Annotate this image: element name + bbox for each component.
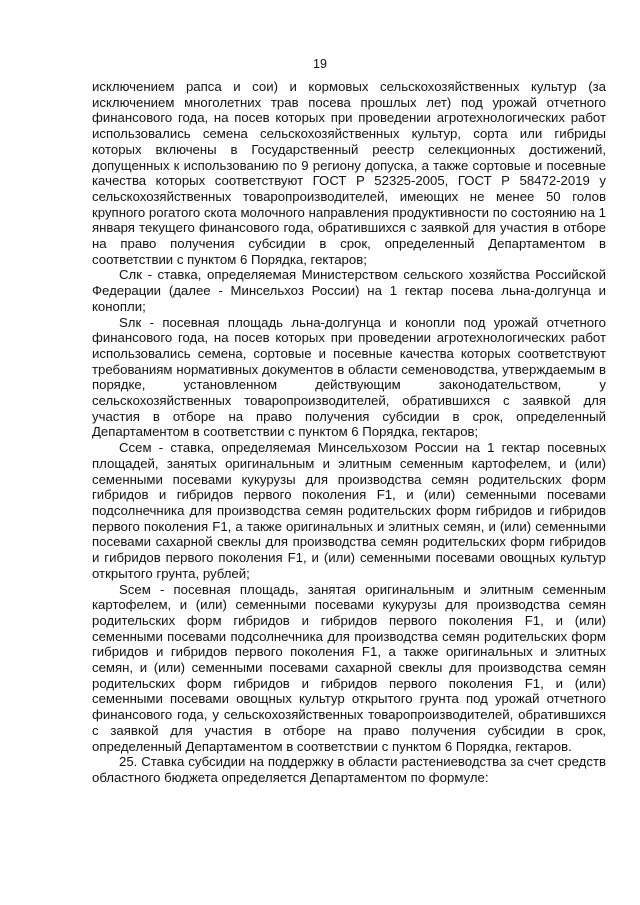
document-body: [92, 79, 606, 786]
paragraph-continuation: исключением рапса и сои) и кормовых сельскохозяйственных культур (за исключением многолетних трав посева прошлых лет) под урожай отчетного финансового года, на посев которых при проведении агротехнологических работ использовались семена сельскохозяйственных культур, сорта или гибриды которых включены в Государственный реестр селекционных достижений, допущенных к использованию по 9 региону допуска, а также сортовые и посевные качества которых соответствуют ГОСТ Р 52325-2005, ГОСТ Р 58472-2019 у сельскохозяйственных товаропроизводителей, имеющих не менее 50 голов крупного рогатого скота молочного направления продуктивности по состоянию на 1 января текущего финансового года, обратившихся с заявкой для участия в отборе на право получения субсидии в срок, определенный Департаментом в соответствии с пунктом 6 Порядка, гектаров;: [92, 79, 606, 267]
paragraph-ssem-area-definition: Sсем - посевная площадь, занятая оригинальным и элитным семенным картофелем, и (или) семенными посевами кукурузы для производства семян родительских форм гибридов и гибридов первого поколения F1, и (или) семенными посевами подсолнечника для производства семян родительских форм гибридов и гибридов первого поколения F1, а также оригинальных и элитных семян, и (или) семенными посевами сахарной свеклы для производства семян родительских форм гибридов и гибридов первого поколения F1, и (или) семенными посевами овощных культур открытого грунта под урожай отчетного финансового года, у сельскохозяйственных товаропроизводителей, обратившихся с заявкой для участия в отборе на право получения субсидии в срок, определенный Департаментом в соответствии с пунктом 6 Порядка, гектаров.: [92, 581, 606, 754]
paragraph-clause-25: 25. Ставка субсидии на поддержку в области растениеводства за счет средств областного бюджета определяется Департаментом по формуле:: [92, 754, 606, 785]
paragraph-sl-area-definition: Sлк - посевная площадь льна-долгунца и конопли под урожай отчетного финансового года, на посев которых при проведении агротехнологических работ использовались семена, сортовые и посевные качества которых соответствуют требованиям нормативных документов в области семеноводства, утверждаемым в порядке, установленном действующим законодательством, у сельскохозяйственных товаропроизводителей, обратившихся с заявкой для участия в отборе на право получения субсидии в срок, определенный Департаментом в соответствии с пунктом 6 Порядка, гектаров;: [92, 314, 606, 440]
paragraph-ssem-rate-definition: Ссем - ставка, определяемая Минсельхозом России на 1 гектар посевных площадей, занятых оригинальным и элитным семенным картофелем, и (или) семенными посевами кукурузы для производства семян родительских форм гибридов и гибридов первого поколения F1, и (или) семенными посевами подсолнечника для производства семян родительских форм гибридов и гибридов первого поколения F1, а также оригинальных и элитных семян, и (или) семенными посевами сахарной свеклы для производства семян родительских форм гибридов и гибридов первого поколения F1, и (или) семенными посевами овощных культур открытого грунта, рублей;: [92, 440, 606, 581]
paragraph-slk-definition: Слк - ставка, определяемая Министерством сельского хозяйства Российской Федерации (далее - Минсельхоз России) на 1 гектар посева льна-долгунца и конопли;: [92, 267, 606, 314]
page-number: 19: [313, 57, 327, 71]
